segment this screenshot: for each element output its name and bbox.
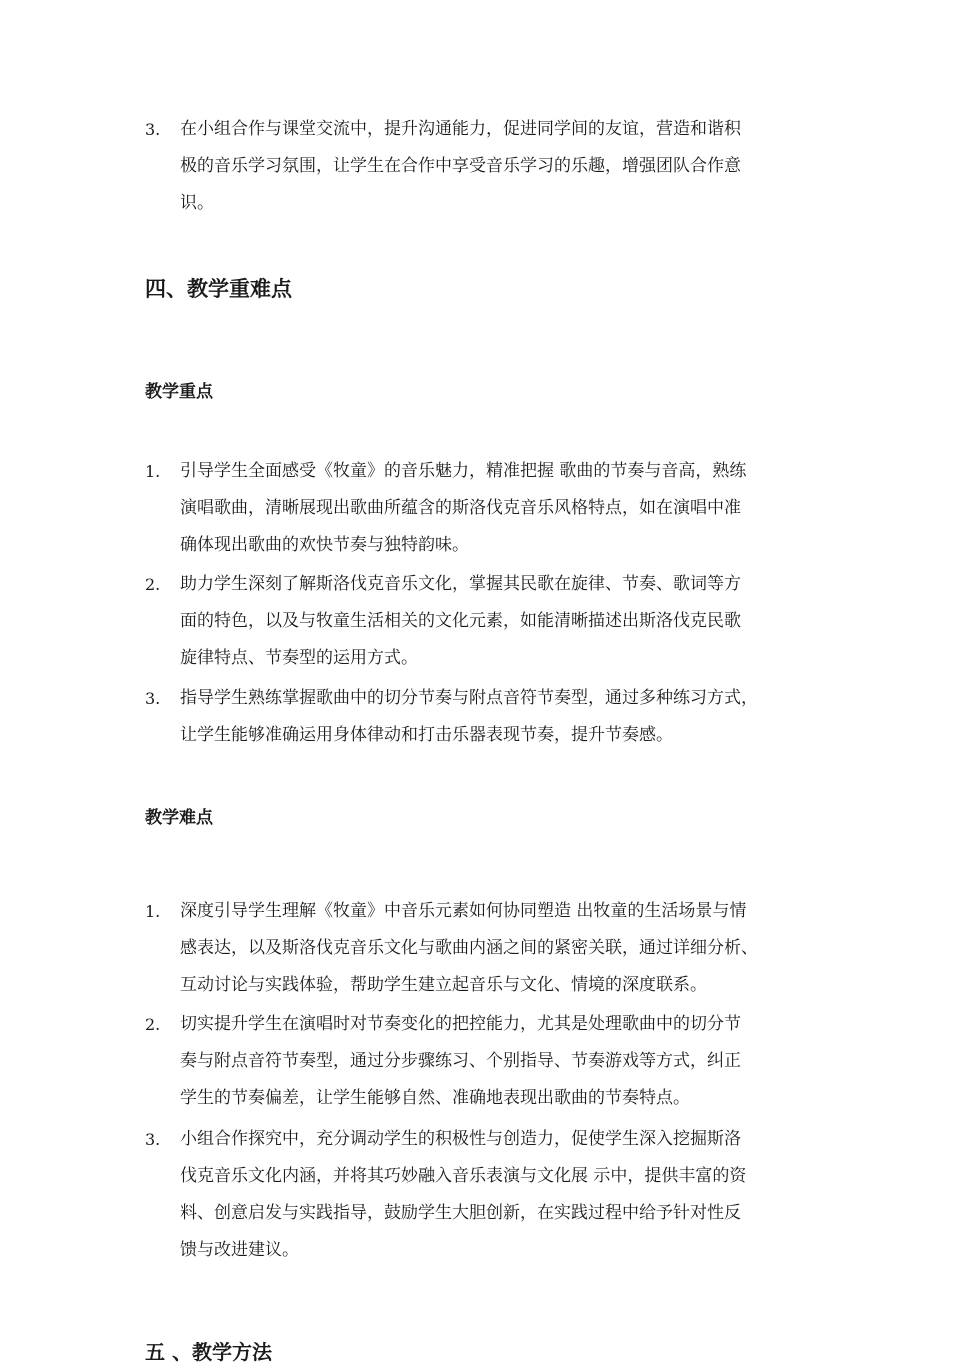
section-heading-5: 五 、教学方法 — [145, 1340, 272, 1364]
difficulty-item-2 — [145, 1006, 825, 1117]
item-text-line: 极的音乐学习氛围，让学生在合作中享受音乐学习的乐趣，增强团队合作意 — [180, 156, 741, 176]
item-text-line: 助力学生深刻了解斯洛伐克音乐文化，掌握其民歌在旋律、节奏、歌词等方 — [180, 574, 741, 594]
subheading-key-points: 教学重点 — [145, 382, 213, 402]
key-point-item-2 — [145, 566, 825, 677]
key-point-item-3 — [145, 680, 825, 754]
item-text-line: 识。 — [180, 193, 214, 213]
list-number: 2. — [145, 1015, 161, 1034]
item-text-line: 互动讨论与实践体验，帮助学生建立起音乐与文化、情境的深度联系。 — [180, 975, 707, 995]
item-text-line: 深度引导学生理解《牧童》中音乐元素如何协同塑造 出牧童的生活场景与情 — [180, 901, 747, 921]
list-number: 3. — [145, 1130, 161, 1149]
list-number: 2. — [145, 575, 161, 594]
item-text-line: 小组合作探究中，充分调动学生的积极性与创造力，促使学生深入挖掘斯洛 — [180, 1129, 741, 1149]
item-text-line: 馈与改进建议。 — [180, 1240, 299, 1260]
key-point-item-1 — [145, 453, 825, 564]
item-text-line: 感表达，以及斯洛伐克音乐文化与歌曲内涵之间的紧密关联，通过详细分析、 — [180, 938, 758, 958]
list-number: 3. — [145, 120, 161, 139]
item-text-line: 引导学生全面感受《牧童》的音乐魅力，精准把握 歌曲的节奏与音高，熟练 — [180, 461, 747, 481]
list-number: 1. — [145, 462, 161, 481]
item-text-line: 旋律特点、节奏型的运用方式。 — [180, 648, 418, 668]
item-text-line: 学生的节奏偏差，让学生能够自然、准确地表现出歌曲的节奏特点。 — [180, 1088, 690, 1108]
goal-list-item-3 — [145, 111, 825, 222]
item-text-line: 面的特色，以及与牧童生活相关的文化元素，如能清晰描述出斯洛伐克民歌 — [180, 611, 741, 631]
item-text-line: 让学生能够准确运用身体律动和打击乐器表现节奏，提升节奏感。 — [180, 725, 673, 745]
section-heading-4: 四、教学重难点 — [145, 277, 292, 301]
item-text-line: 伐克音乐文化内涵，并将其巧妙融入音乐表演与文化展 示中，提供丰富的资 — [180, 1166, 747, 1186]
item-text-line: 确体现出歌曲的欢快节奏与独特韵味。 — [180, 535, 469, 555]
item-text-line: 切实提升学生在演唱时对节奏变化的把控能力，尤其是处理歌曲中的切分节 — [180, 1014, 741, 1034]
item-text-line: 指导学生熟练掌握歌曲中的切分节奏与附点音符节奏型，通过多种练习方式， — [180, 688, 758, 708]
list-number: 3. — [145, 689, 161, 708]
item-text-line: 奏与附点音符节奏型，通过分步骤练习、个别指导、节奏游戏等方式，纠正 — [180, 1051, 741, 1071]
difficulty-item-3 — [145, 1121, 825, 1269]
difficulty-item-1 — [145, 893, 825, 1004]
item-text-line: 在小组合作与课堂交流中，提升沟通能力，促进同学间的友谊，营造和谐积 — [180, 119, 741, 139]
item-text-line: 料、创意启发与实践指导，鼓励学生大胆创新，在实践过程中给予针对性反 — [180, 1203, 741, 1223]
item-text-line: 演唱歌曲，清晰展现出歌曲所蕴含的斯洛伐克音乐风格特点，如在演唱中准 — [180, 498, 741, 518]
list-number: 1. — [145, 902, 161, 921]
subheading-difficulties: 教学难点 — [145, 808, 213, 828]
